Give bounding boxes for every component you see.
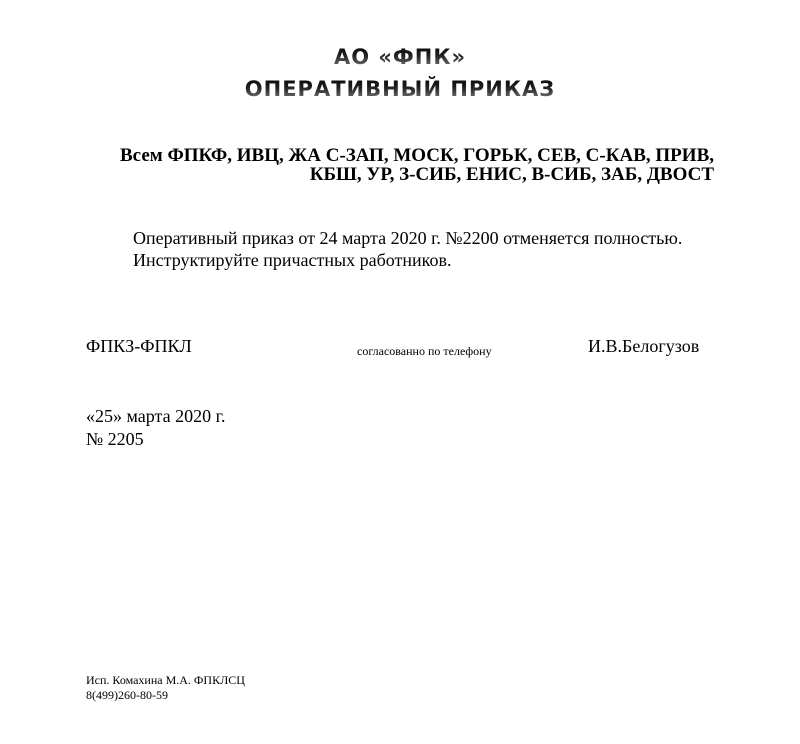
addressees-line-2: КБШ, УР, З-СИБ, ЕНИС, В-СИБ, ЗАБ, ДВОСТ — [309, 164, 714, 185]
order-date: «25» марта 2020 г. — [86, 406, 226, 426]
signature-approval-note: согласованно по телефону — [357, 344, 492, 358]
executor-info: Исп. Комахина М.А. ФПКЛСЦ — [86, 673, 245, 687]
document-type-title: ОПЕРАТИВНЫЙ ПРИКАЗ — [0, 76, 800, 102]
organization-title: АО «ФПК» — [0, 44, 800, 70]
body-line-2: Инструктируйте причастных работников. — [133, 250, 452, 270]
signature-name: И.В.Белогузов — [588, 336, 700, 356]
body-line-1: Оперативный приказ от 24 марта 2020 г. №2200 отменяется полностью. — [133, 228, 683, 248]
executor-phone: 8(499)260-80-59 — [86, 688, 168, 702]
signature-department: ФПКЗ-ФПКЛ — [86, 336, 192, 356]
addressees-line-1: Всем ФПКФ, ИВЦ, ЖА С-ЗАП, МОСК, ГОРЬК, СЕВ, С-КАВ, ПРИВ, — [120, 145, 714, 166]
order-number: № 2205 — [86, 429, 144, 449]
